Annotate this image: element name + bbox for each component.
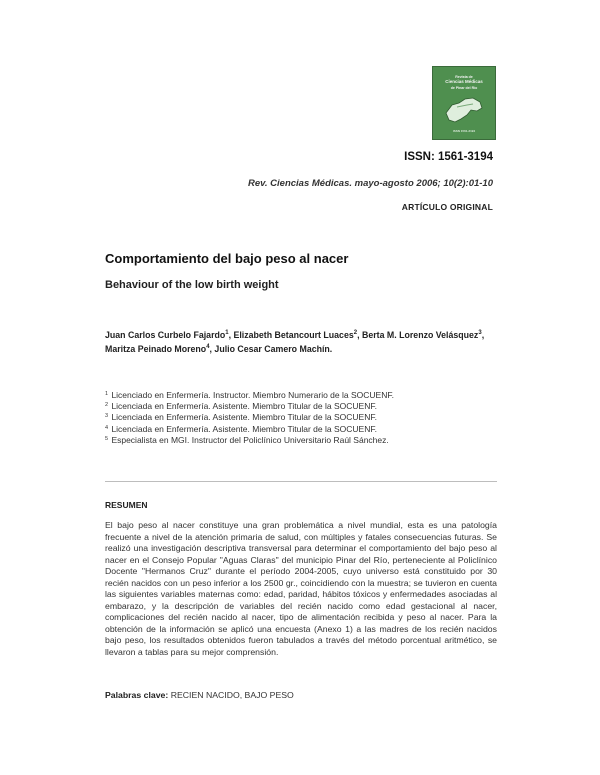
author-name: Berta M. Lorenzo Velásquez (361, 330, 479, 340)
affiliation-list (105, 390, 505, 446)
keywords-label: Palabras clave: (105, 690, 169, 700)
title-spanish: Comportamiento del bajo peso al nacer (105, 251, 349, 266)
author-ref: 2 (353, 330, 358, 336)
author-ref: 3 (478, 330, 482, 336)
keywords (105, 690, 294, 700)
author-list: Juan Carlos Curbelo Fajardo$^1$, Elizabeth Betancourt Luaces$^2$, Berta M. Lorenzo Velásquez$^3$, Maritza Peinado Moreno$^4$, Julio Cesar Camero Machín. (105, 330, 485, 354)
author-name: Elizabeth Betancourt Luaces (233, 330, 354, 340)
abstract-heading: RESUMEN (105, 500, 148, 510)
keywords-value: RECIEN NACIDO, BAJO PESO (170, 690, 294, 700)
cover-map-icon (443, 93, 485, 127)
cover-line-1: Revista de (455, 75, 473, 79)
issn: ISSN: 1561-3194 (404, 151, 493, 163)
affiliation-item: $^1$ Licenciado en Enfermería. Instructor. Miembro Numerario de la SOCUENF. (105, 390, 394, 400)
author-ref: 4 (206, 344, 210, 350)
affiliation-item: $^5$ Especialista en MGI. Instructor del Policlínico Universitario Raúl Sánchez. (105, 434, 389, 445)
affiliation-item: $^4$ Licenciada en Enfermería. Asistente. Miembro Titular de la SOCUENF. (105, 423, 377, 434)
abstract-text: El bajo peso al nacer constituye una gran problemática a nivel mundial, esta es una patología frecuente a nivel de la atención primaria de salud, con múltiples y fatales consecuencias futuras. Se realizó una investigación descriptiva transversal para determinar el comportamiento del bajo peso al nacer en el Consejo Popular "Aguas Claras" del municipio Pinar del Río, perteneciente al Policlínico Docente "Hermanos Cruz" durante el período 2004-2005, cuyo universo está constituido por 30 recién nacidos con un peso inferior a los 2500 gr., coincidiendo con la muestra; se tuvieron en cuenta las siguientes variables maternas como: edad, paridad, hábitos tóxicos y enfermedades asociadas al embarazo, y la descripción de variables del recién nacido como edad gestacional al nacer, complicaciones del recién nacido al nacer, tipo de alimentación recibida y peso al nacer. Para la obtención de la información se aplicó una encuesta (Anexo 1) a las madres de los recién nacidos bajo peso, los resultados obtenidos fueron tabulados a través del método porcentual aritmético, se llevaron a tablas para su mejor comprensión. (105, 520, 497, 657)
cover-line-3: de Pinar del Río (450, 86, 478, 90)
author-name: Maritza Peinado Moreno (105, 344, 207, 354)
journal-citation: Rev. Ciencias Médicas. mayo-agosto 2006; 10(2):01-10 (247, 178, 493, 189)
section-divider (105, 481, 497, 482)
article-type: ARTÍCULO ORIGINAL (401, 202, 493, 212)
affiliation-item: $^3$ Licenciada en Enfermería. Asistente. Miembro Titular de la SOCUENF. (105, 412, 377, 423)
cover-line-4: ISSN 1561-3194 (452, 129, 476, 133)
author-name: Julio Cesar Camero Machín. (214, 344, 333, 354)
cover-line-2: Ciencias Médicas (445, 79, 483, 84)
title-english: Behaviour of the low birth weight (105, 279, 279, 291)
journal-cover-image (432, 66, 496, 140)
author-ref: 1 (225, 330, 229, 336)
author-name: Juan Carlos Curbelo Fajardo (105, 330, 226, 340)
affiliation-item: $^2$ Licenciada en Enfermería. Asistente. Miembro Titular de la SOCUENF. (105, 401, 377, 412)
